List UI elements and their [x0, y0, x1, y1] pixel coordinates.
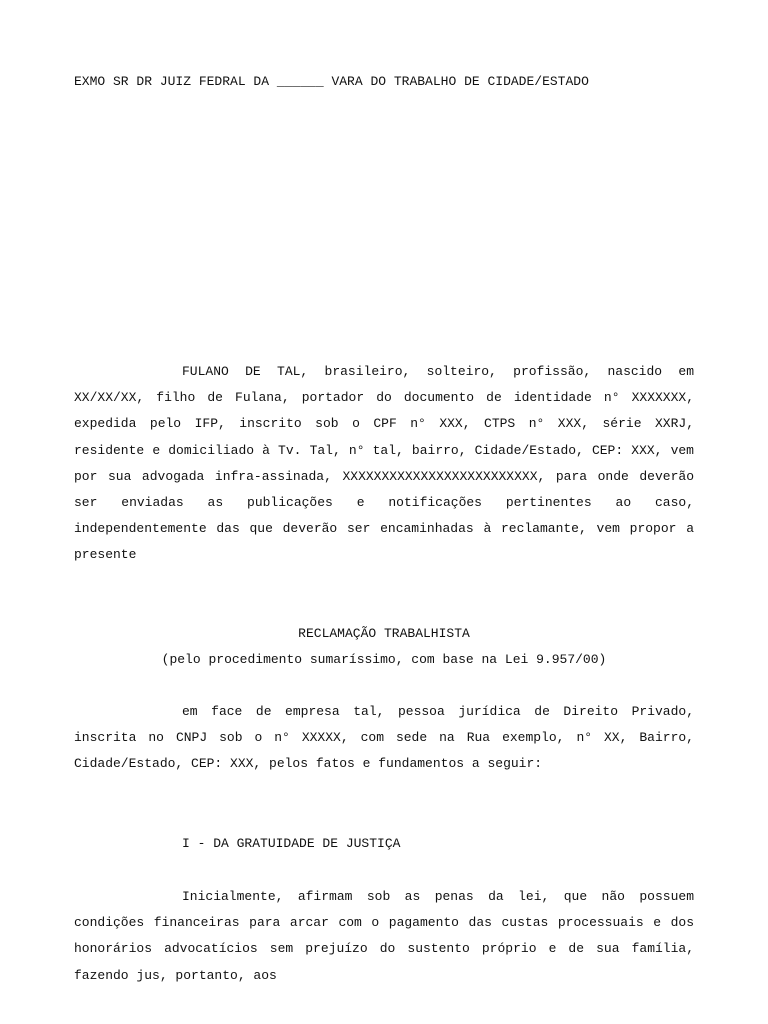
petition-subtitle: (pelo procedimento sumaríssimo, com base na Lei 9.957/00): [161, 652, 607, 667]
court-addressee-header: EXMO SR DR JUIZ FEDRAL DA ______ VARA DO TRABALHO DE CIDADE/ESTADO: [74, 74, 589, 89]
section-heading-gratuidade: I - DA GRATUIDADE DE JUSTIÇA: [182, 836, 401, 851]
gratuidade-paragraph: Inicialmente, afirmam sob as penas da lei, que não possuem condições financeiras para arcar com o pagamento das custas processuais e dos honorários advocatícios sem prejuízo do sustento próprio e de sua família, fazendo jus, portanto, aos: [74, 889, 694, 983]
plaintiff-qualification-paragraph: FULANO DE TAL, brasileiro, solteiro, profissão, nascido em XX/XX/XX, filho de Fulana, portador do documento de identidade n° XXXXXXX, expedida pelo IFP, inscrito sob o CPF n° XXX, CTPS n° XXX, série XXRJ, residente e domiciliado à Tv. Tal, n° tal, bairro, Cidade/Estado, CEP: XXX, vem por sua advogada infra-assinada, XXXXXXXXXXXXXXXXXXXXXXXXX, para onde deverão ser enviadas as publicações e notificações pertinentes ao caso, independentemente das que deverão ser encaminhadas à reclamante, vem propor a presente: [74, 364, 694, 563]
defendant-paragraph: em face de empresa tal, pessoa jurídica de Direito Privado, inscrita no CNPJ sob o n° XXXXX, com sede na Rua exemplo, n° XX, Bairro, Cidade/Estado, CEP: XXX, pelos fatos e fundamentos a seguir:: [74, 704, 694, 772]
petition-title: RECLAMAÇÃO TRABALHISTA: [298, 626, 470, 641]
